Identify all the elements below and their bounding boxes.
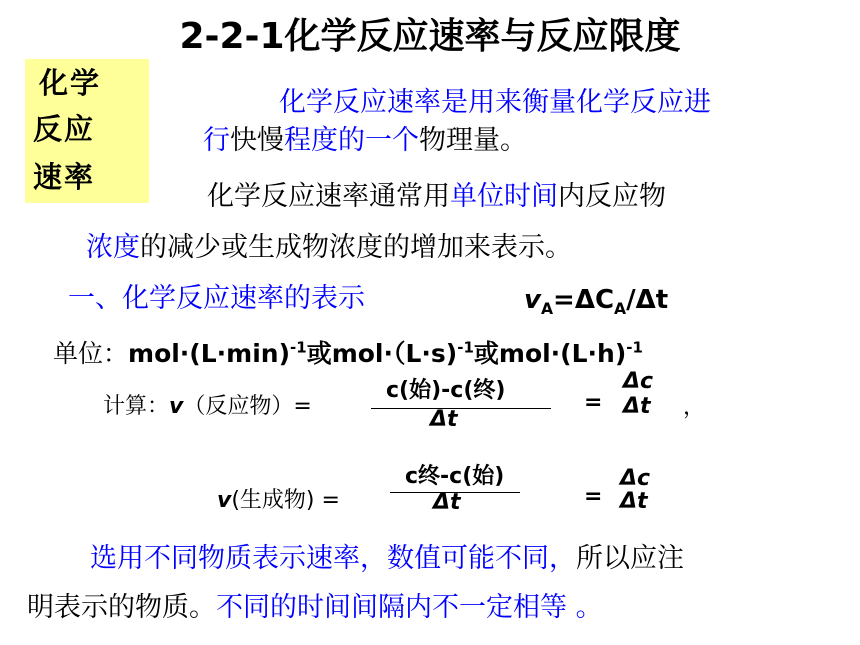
calc-product-delta-c: Δc (620, 466, 651, 491)
definition-line-1: 化学反应速率是用来衡量化学反应进 (279, 87, 711, 118)
topic-label-line-1: 化学 (39, 66, 102, 100)
formula-sub-a1: A (540, 300, 554, 319)
calc-reactant-paren: （反应物）= (183, 394, 312, 419)
usually-text-1: 化学反应速率通常用 (207, 181, 450, 212)
unit-1: mol·(L·min) (128, 339, 291, 368)
formula-sub-a2: A (614, 300, 627, 319)
unit-2: 或mol·（L·s) (306, 339, 458, 368)
note-text-blue-1: 选用不同物质表示速率，数值可能不同， (90, 543, 576, 574)
note-text-black-2: 明表示的物质。 (27, 592, 216, 623)
definition-line-2 (203, 118, 527, 157)
calc-product-paren: (生成物) = (231, 488, 340, 513)
topic-label-box (25, 59, 149, 203)
usually-text-concentration: 浓度 (86, 232, 140, 263)
formula-v: v (524, 285, 541, 315)
topic-label-line-2: 反应 (33, 112, 96, 146)
calc-product-delta-t: Δt (620, 489, 648, 514)
section-heading: 一、化学反应速率的表示 (68, 283, 365, 314)
calc-product-numerator: c终-c(始) (405, 464, 505, 489)
calc-reactant-delta-c: Δc (623, 369, 654, 394)
definition-text-black-1: 快慢 (230, 125, 284, 156)
note-line-1 (90, 536, 684, 575)
formula-delta-t: /Δt (626, 285, 669, 315)
calc-reactant-equals: = (584, 390, 603, 415)
definition-text-blue-1: 行 (203, 125, 230, 156)
calc-product-denominator: Δt (433, 490, 461, 515)
calc-reactant-denominator: Δt (430, 407, 458, 432)
note-line-2 (27, 585, 603, 624)
calc-reactant-numerator: c(始)-c(终) (386, 378, 506, 403)
unit-line (53, 334, 643, 370)
unit-2-exp: -1 (457, 338, 474, 357)
calc-product-v: v (217, 488, 232, 513)
definition-text-black-2: 物理量。 (419, 125, 527, 156)
page-title: 2-2-1化学反应速率与反应限度 (179, 16, 681, 57)
calc-product-label (217, 483, 340, 514)
usually-line-2 (86, 225, 572, 264)
calc-reactant-fraction-bar (371, 408, 551, 409)
calc-product-equals: = (584, 484, 603, 509)
usually-text-unit-time: 单位时间 (450, 181, 558, 212)
calc-reactant-v: v (169, 394, 184, 419)
usually-line-1 (207, 174, 666, 213)
calc-label: 计算： (103, 394, 170, 419)
usually-text-2: 内反应物 (558, 181, 666, 212)
calc-reactant-delta-t: Δt (623, 394, 651, 419)
definition-text-blue-2: 程度的一个 (284, 125, 419, 156)
calc-reactant-label (103, 389, 312, 420)
rate-formula (524, 285, 668, 318)
note-text-blue-2: 不同的时间间隔内不一定相等 。 (216, 592, 603, 623)
unit-1-exp: -1 (290, 338, 307, 357)
formula-delta-c: =ΔC (553, 285, 615, 315)
note-text-black-1: 所以应注 (576, 543, 684, 574)
unit-3: 或mol·(L·h) (473, 339, 627, 368)
topic-label-line-3: 速率 (33, 160, 96, 194)
usually-text-3: 的减少或生成物浓度的增加来表示。 (140, 232, 572, 263)
unit-3-exp: -1 (626, 338, 643, 357)
calc-reactant-comma: ， (683, 395, 706, 420)
unit-label: 单位： (53, 339, 129, 368)
